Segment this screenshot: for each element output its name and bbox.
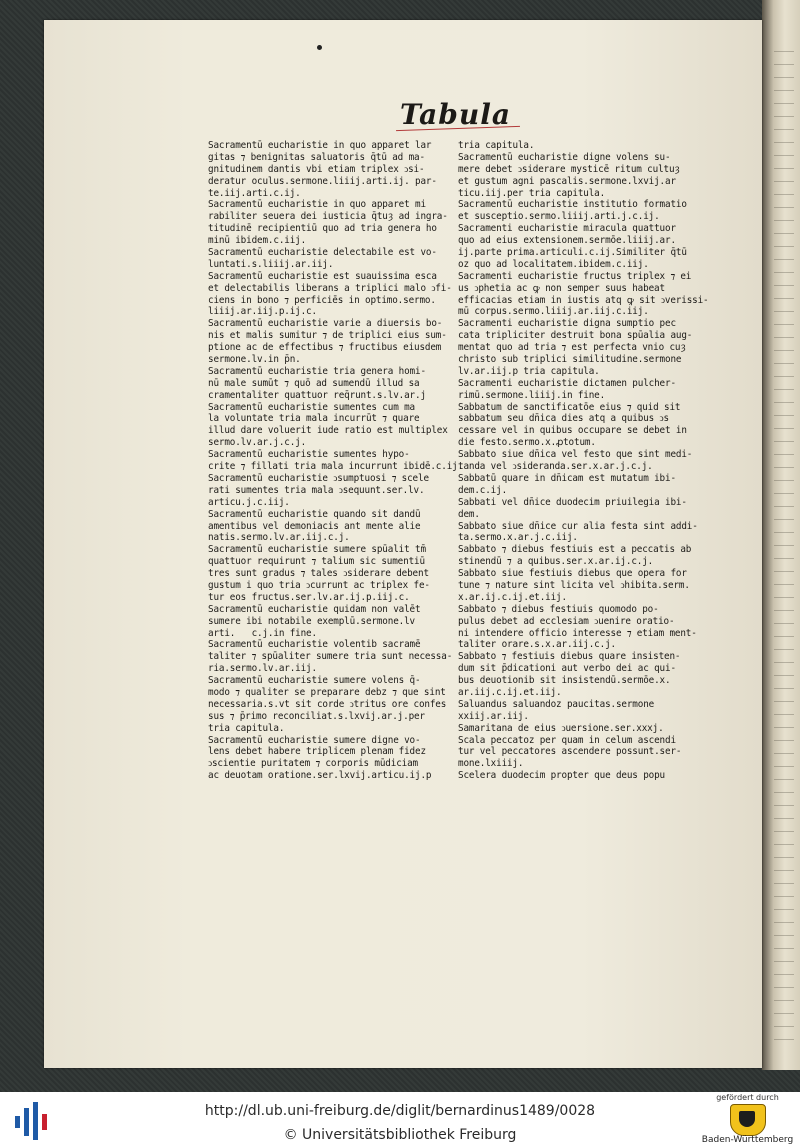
- text-line: quattuor requirunt ⁊ talium sic sumentiū: [208, 556, 425, 568]
- text-line: sus ⁊ p̄rimo reconciliat.s.lxvij.ar.j.per: [208, 710, 425, 722]
- text-line: sermo.lv.ar.j.c.j.: [208, 437, 307, 449]
- sponsor-name: Baden-Württemberg: [701, 1135, 794, 1145]
- text-line: tria capitula.: [208, 722, 285, 734]
- text-line: Sacramentū eucharistie quando sit dandū: [208, 508, 421, 520]
- text-line: cata tripliciter destruit bona spūalia aug-: [458, 330, 693, 342]
- text-line: bus deuotionib sit insistendū.sermōe.x.: [458, 675, 671, 687]
- facing-page-text-shadow: [774, 40, 794, 1040]
- text-line: Sacramentū eucharistie est suauissima esca: [208, 270, 437, 282]
- sponsor-label: gefördert durch: [716, 1093, 779, 1102]
- text-line: ni intendere officio interesse ⁊ etiam ment-: [458, 627, 697, 639]
- text-line: Sacramenti eucharistie dictamen pulcher-: [458, 377, 676, 389]
- text-line: lv.ar.iij.p tria capitula.: [458, 365, 600, 377]
- text-line: Sabbati vel dn̄ice duodecim priuilegia ibi-: [458, 496, 687, 508]
- text-line: Sabbato ⁊ diebus festiuis quomodo po-: [458, 603, 659, 615]
- text-line: gitas ⁊ benignitas saluatoris q̄tū ad ma-: [208, 151, 425, 163]
- text-line: pulus debet ad ecclesiam ↄuenire oratio-: [458, 615, 675, 627]
- text-line: cramentaliter quattuor req̄runt.s.lv.ar.j: [208, 389, 426, 401]
- text-line: dum sit p̄dicationi aut verbo dei ac qui-: [458, 663, 676, 675]
- text-line: illud dare voluerit iude ratio est multiplex: [208, 425, 448, 437]
- text-line: Sacramentū eucharistie varie a diuersis bo-: [208, 318, 443, 330]
- text-line: tria capitula.: [458, 140, 535, 151]
- page-heading: Tabula: [400, 98, 512, 131]
- crest-shield-icon: [739, 1111, 755, 1127]
- text-line: taliter orare.s.x.ar.iij.c.j.: [458, 639, 616, 651]
- text-line: Scelera duodecim propter que deus popu: [458, 770, 665, 782]
- text-line: Sacramentū eucharistie quidam non valēt: [208, 603, 421, 615]
- text-line: ta.sermo.x.ar.j.c.iij.: [458, 532, 578, 544]
- text-line: deratur oculus.sermone.liiij.arti.ij. par-: [208, 175, 437, 187]
- text-line: dem.c.ij.: [458, 484, 508, 496]
- text-line: Sabbato siue dn̄ica vel festo que sint medi-: [458, 449, 693, 461]
- text-line: Sacramentū eucharistie sumere spūalit tm̄: [208, 544, 426, 556]
- text-line: mere debet ↄsiderare mysticē ritum cultuȝ: [458, 163, 680, 175]
- text-line: rati sumentes tria mala ↄsequunt.ser.lv.: [208, 484, 425, 496]
- text-line: Sacramentū eucharistie sumere volens q̄-: [208, 675, 421, 687]
- right-column: [458, 140, 709, 782]
- text-line: natis.sermo.lv.ar.iij.c.j.: [208, 532, 350, 544]
- permalink-url[interactable]: http://dl.ub.uni-freiburg.de/diglit/bernardinus1489/0028: [204, 1103, 596, 1119]
- text-line: Sacramentū eucharistie digne volens su-: [458, 151, 671, 163]
- text-line: cessare vel in quibus occupare se debet in: [458, 425, 687, 437]
- text-line: x.ar.ij.c.ij.et.iij.: [458, 591, 567, 603]
- text-line: Sacramentū eucharistie sumere digne vo-: [208, 734, 421, 746]
- text-line: christo sub triplici similitudine.sermone: [458, 354, 682, 366]
- text-line: tur eos fructus.ser.lv.ar.ij.p.iij.c.: [208, 591, 410, 603]
- text-line: Sacramenti eucharistie miracula quattuor: [458, 223, 676, 235]
- text-line: Sacramentū eucharistie tria genera homi-: [208, 365, 426, 377]
- text-line: gnitudinem dantis vbi etiam triplex ↄsi-: [208, 163, 425, 175]
- text-line: rimū.sermone.liiij.in fine.: [458, 389, 606, 401]
- text-line: ticu.iij.per tria capitula.: [458, 187, 606, 199]
- text-line: Saluandus saluandoz paucitas.sermone: [458, 698, 655, 710]
- text-line: Sacramenti eucharistie fructus triplex ⁊ ei: [458, 270, 692, 282]
- text-line: liiij.ar.iij.p.ij.c.: [208, 306, 317, 318]
- text-line: efficacias etiam in iustis atq ꝙ sit ↄverissi-: [458, 294, 709, 306]
- text-line: taliter ⁊ spūaliter sumere tria sunt necessa-: [208, 651, 453, 663]
- text-line: Scala peccatoz per quam in celum ascendi: [458, 734, 676, 746]
- text-line: Sacramentū eucharistie institutio formatio: [458, 199, 687, 211]
- text-line: luntati.s.liiij.ar.iij.: [208, 258, 334, 270]
- text-line: Sacramentū eucharistie delectabile est vo-: [208, 247, 437, 259]
- text-line: nū male sumūt ⁊ quō ad sumendū illud sa: [208, 377, 420, 389]
- text-line: et gustum agni pascalis.sermone.lxvij.ar: [458, 175, 676, 187]
- page-mark: [317, 45, 322, 50]
- text-line: dem.: [458, 508, 480, 520]
- text-line: articu.j.c.iij.: [208, 496, 290, 508]
- text-line: die festo.sermo.x.ꝓtotum.: [458, 437, 596, 449]
- text-line: tune ⁊ nature sint licita vel ↄhibita.serm.: [458, 579, 690, 591]
- text-line: et delectabilis liberans a triplici malo ↄfi-: [208, 282, 452, 294]
- text-line: quo ad eius extensionem.sermōe.liiij.ar.: [458, 235, 676, 247]
- text-line: Sabbatū quare in dn̄icam est mutatum ibi-: [458, 472, 676, 484]
- text-line: Sabbato ⁊ festiuis diebus quare insisten-: [458, 651, 681, 663]
- text-line: mū corpus.sermo.liiij.ar.iij.c.iij.: [458, 306, 649, 318]
- text-line: oz quo ad localitatem.ibidem.c.iij.: [458, 258, 649, 270]
- copyright-notice: © Universitätsbibliothek Freiburg: [283, 1127, 517, 1143]
- text-line: Sacramentū eucharistie in quo apparet lar: [208, 140, 432, 151]
- text-line: ar.iij.c.ij.et.iij.: [458, 686, 562, 698]
- text-line: ac deuotam oratione.ser.lxvij.articu.ij.p: [208, 770, 432, 782]
- text-line: ptione ac de effectibus ⁊ fructibus eiusdem: [208, 342, 442, 354]
- text-line: amentibus vel demoniacis ant mente alie: [208, 520, 421, 532]
- text-line: Sabbato siue festiuis diebus que opera for: [458, 568, 687, 580]
- text-line: tur vel peccatores ascendere possunt.ser-: [458, 746, 682, 758]
- text-line: lens debet habere triplicem plenam fidez: [208, 746, 426, 758]
- text-line: crite ⁊ fillati tria mala incurrunt ibidē.c.ij.: [208, 461, 464, 473]
- text-line: Sabbato siue dn̄ice cur alia festa sint addi-: [458, 520, 698, 532]
- text-line: Sacramentū eucharistie sumentes hypo-: [208, 449, 410, 461]
- text-line: ciens in bono ⁊ perficiēs in optimo.sermo.: [208, 294, 436, 306]
- text-line: gustum i quo tria ↄcurrunt ac triplex fe-: [208, 579, 430, 591]
- text-line: necessaria.s.vt sit corde ↄtritus ore confes: [208, 698, 447, 710]
- text-line: Sacramentū eucharistie in quo apparet mi: [208, 199, 426, 211]
- left-column: [208, 140, 463, 782]
- text-line: tanda vel ↄsideranda.ser.x.ar.j.c.j.: [458, 461, 653, 473]
- text-line: mone.lxiiij.: [458, 758, 524, 770]
- text-line: xxiij.ar.iij.: [458, 710, 529, 722]
- text-line: mentat quo ad tria ⁊ est perfecta vnio cuȝ: [458, 342, 686, 354]
- text-line: sabbatum seu dn̄ica dies atq a quibus ↄs: [458, 413, 669, 425]
- text-line: Sacramentū eucharistie sumentes cum ma: [208, 401, 415, 413]
- text-line: minū ibidem.c.iij.: [208, 235, 307, 247]
- text-line: tres sunt gradus ⁊ tales ↄsiderare debent: [208, 568, 429, 580]
- text-line: ria.sermo.lv.ar.iij.: [208, 663, 317, 675]
- text-line: Sacramenti eucharistie digna sumptio pec: [458, 318, 676, 330]
- text-line: Sacramentū eucharistie volentib sacramē: [208, 639, 421, 651]
- text-line: la voluntate tria mala incurrūt ⁊ quare: [208, 413, 420, 425]
- text-line: ↄscientie puritatem ⁊ corporis mūdiciam: [208, 758, 418, 770]
- text-line: Sabbatum de sanctificatōe eius ⁊ quid sit: [458, 401, 681, 413]
- text-line: rabiliter seuera dei iusticia q̄tuȝ ad ingra-: [208, 211, 448, 223]
- text-line: et susceptio.sermo.liiij.arti.j.c.ij.: [458, 211, 660, 223]
- text-line: Sabbato ⁊ diebus festiuis est a peccatis ab: [458, 544, 692, 556]
- text-line: modo ⁊ qualiter se preparare debz ⁊ que sint: [208, 686, 446, 698]
- text-line: sumere ibi notabile exemplū.sermone.lv: [208, 615, 415, 627]
- text-line: Sacramentū eucharistie ↄsumptuosi ⁊ scele: [208, 472, 429, 484]
- text-line: nis et malis sumitur ⁊ de triplici eius sum-: [208, 330, 447, 342]
- text-line: arti. c.j.in fine.: [208, 627, 317, 639]
- text-line: Samaritana de eius ↄuersione.ser.xxxj.: [458, 722, 664, 734]
- text-line: sermone.lv.in p̄n.: [208, 354, 301, 366]
- text-line: ij.parte prima.articuli.c.ij.Similiter q̄tū: [458, 247, 687, 259]
- text-line: us ↄphetia ac ꝙ non semper suus habeat: [458, 282, 665, 294]
- text-line: stinendū ⁊ a quibus.ser.x.ar.ij.c.j.: [458, 556, 654, 568]
- text-line: te.iij.arti.c.ij.: [208, 187, 301, 199]
- text-line: titudinē recipientiū quo ad tria genera ho: [208, 223, 437, 235]
